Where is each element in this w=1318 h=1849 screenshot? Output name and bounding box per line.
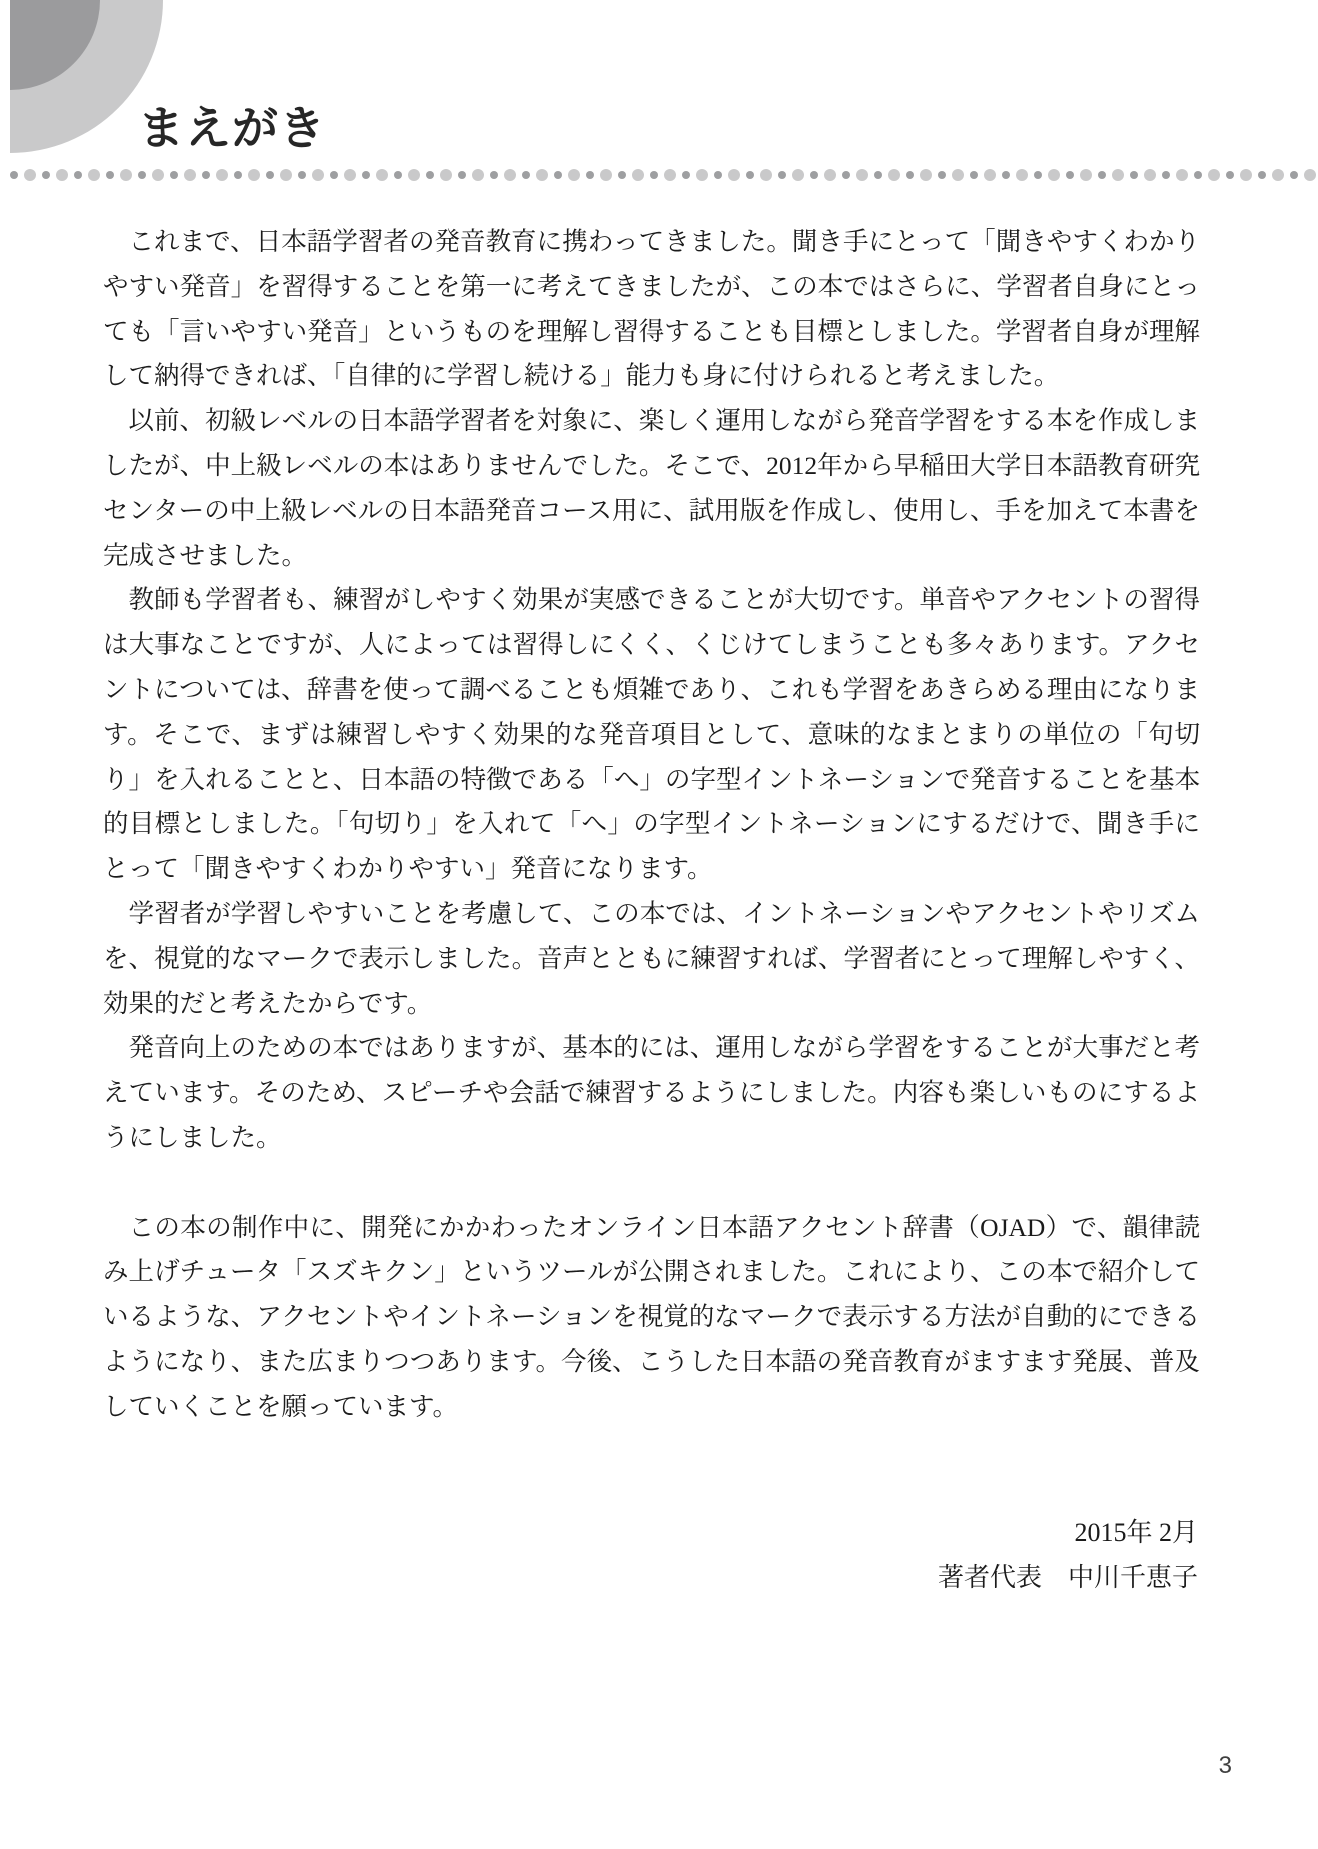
divider-dot-large (504, 169, 516, 181)
divider-dot-large (88, 169, 100, 181)
page-title: まえがき (138, 102, 326, 154)
signature-block (938, 1510, 1198, 1600)
divider-dot-large (952, 169, 964, 181)
divider-dot-large (632, 169, 644, 181)
divider-dot-small (234, 171, 242, 179)
divider-dot-small (266, 171, 274, 179)
divider-dot-small (1130, 171, 1138, 179)
divider-dot-small (1002, 171, 1010, 179)
divider-dot-small (42, 171, 50, 179)
divider-dot-large (1144, 169, 1156, 181)
signature-date: 2015年 2月 (1074, 1518, 1198, 1547)
preface-body (103, 220, 1200, 1430)
divider-dot-large (888, 169, 900, 181)
divider-dot-small (74, 171, 82, 179)
paragraph: 発音向上のための本ではありますが、基本的には、運用しながら学習をすることが大事だと考えています。そのため、スピーチや会話で練習するようにしました。内容も楽しいものにするようにしました。 (103, 1033, 1200, 1152)
divider-dot-large (1080, 169, 1092, 181)
divider-dot-large (760, 169, 772, 181)
divider-dot-large (248, 169, 260, 181)
divider-dot-small (1066, 171, 1074, 179)
divider-dot-large (24, 169, 36, 181)
divider-dot-large (824, 169, 836, 181)
divider-dot-small (490, 171, 498, 179)
divider-dot-large (920, 169, 932, 181)
divider-dot-small (1258, 171, 1266, 179)
divider-dot-small (746, 171, 754, 179)
divider-dot-small (138, 171, 146, 179)
divider-dot-small (10, 171, 18, 179)
divider-dot-large (1176, 169, 1188, 181)
divider-dot-large (600, 169, 612, 181)
paragraph: 以前、初級レベルの日本語学習者を対象に、楽しく運用しながら発音学習をする本を作成しましたが、中上級レベルの本はありませんでした。そこで、2012年から早稲田大学日本語教育研究センターの中上級レベルの日本語発音コース用に、試用版を作成し、使用し、手を加えて本書を完成させました。 (103, 406, 1200, 570)
divider-dot-small (106, 171, 114, 179)
divider-dot-large (216, 169, 228, 181)
preface-section (103, 1206, 1200, 1430)
divider-dot-large (728, 169, 740, 181)
divider-dot-large (568, 169, 580, 181)
paragraph: 教師も学習者も、練習がしやすく効果が実感できることが大切です。単音やアクセントの習得は大事なことですが、人によっては習得しにくく、くじけてしまうことも多々あります。アクセントについては、辞書を使って調べることも煩雑であり、これも学習をあきらめる理由になります。そこで、まずは練習しやすく効果的な発音項目として、意味的なまとまりの単位の「句切り」を入れることと、日本語の特徴である「へ」の字型イントネーションで発音することを基本的目標としました。「句切り」を入れて「へ」の字型イントネーションにするだけで、聞き手にとって「聞きやすくわかりやすい」発音になります。 (103, 585, 1200, 884)
divider-dot-small (170, 171, 178, 179)
divider-dot-small (458, 171, 466, 179)
divider-dot-large (408, 169, 420, 181)
dotted-divider (6, 169, 1318, 181)
divider-dot-small (938, 171, 946, 179)
divider-dot-small (1226, 171, 1234, 179)
paragraph: 学習者が学習しやすいことを考慮して、この本では、イントネーションやアクセントやリズムを、視覚的なマークで表示しました。音声とともに練習すれば、学習者にとって理解しやすく、効果的だと考えたからです。 (103, 898, 1200, 1018)
divider-dot-small (1162, 171, 1170, 179)
divider-dot-small (970, 171, 978, 179)
divider-dot-large (536, 169, 548, 181)
divider-dot-large (1208, 169, 1220, 181)
divider-dot-small (362, 171, 370, 179)
divider-dot-large (1304, 169, 1316, 181)
divider-dot-small (298, 171, 306, 179)
divider-dot-small (650, 171, 658, 179)
divider-dot-small (842, 171, 850, 179)
divider-dot-small (202, 171, 210, 179)
divider-dot-large (1048, 169, 1060, 181)
divider-dot-large (1112, 169, 1124, 181)
divider-dot-small (554, 171, 562, 179)
preface-section (103, 220, 1200, 1161)
divider-dot-large (696, 169, 708, 181)
divider-dot-large (120, 169, 132, 181)
divider-dot-large (344, 169, 356, 181)
divider-dot-small (810, 171, 818, 179)
divider-dot-small (1194, 171, 1202, 179)
divider-dot-small (682, 171, 690, 179)
divider-dot-small (906, 171, 914, 179)
divider-dot-small (1290, 171, 1298, 179)
divider-dot-large (280, 169, 292, 181)
divider-dot-large (984, 169, 996, 181)
divider-dot-small (714, 171, 722, 179)
divider-dot-small (330, 171, 338, 179)
divider-dot-large (152, 169, 164, 181)
page-number: 3 (1218, 1752, 1232, 1779)
divider-dot-small (394, 171, 402, 179)
divider-dot-large (1016, 169, 1028, 181)
divider-dot-small (618, 171, 626, 179)
divider-dot-small (1034, 171, 1042, 179)
divider-dot-small (1098, 171, 1106, 179)
divider-dot-large (856, 169, 868, 181)
signature-author: 著者代表 中川千恵子 (937, 1563, 1198, 1592)
divider-dot-small (426, 171, 434, 179)
divider-dot-large (56, 169, 68, 181)
paragraph: この本の制作中に、開発にかかわったオンライン日本語アクセント辞書（OJAD）で、韻律読み上げチュータ「スズキクン」というツールが公開されました。これにより、この本で紹介しているような、アクセントやイントネーションを視覚的なマークで表示する方法が自動的にできるようになり、また広まりつつあります。今後、こうした日本語の発音教育がますます発展、普及していくことを願っています。 (103, 1212, 1200, 1421)
divider-dot-large (376, 169, 388, 181)
divider-dot-large (312, 169, 324, 181)
divider-dot-large (664, 169, 676, 181)
divider-dot-large (472, 169, 484, 181)
divider-dot-small (778, 171, 786, 179)
divider-dot-small (874, 171, 882, 179)
divider-dot-small (522, 171, 530, 179)
divider-dot-large (1240, 169, 1252, 181)
divider-dot-large (184, 169, 196, 181)
divider-dot-small (586, 171, 594, 179)
divider-dot-large (440, 169, 452, 181)
divider-dot-large (792, 169, 804, 181)
paragraph: これまで、日本語学習者の発音教育に携わってきました。聞き手にとって「聞きやすくわかりやすい発音」を習得することを第一に考えてきましたが、この本ではさらに、学習者自身にとっても「言いやすい発音」というものを理解し習得することも目標としました。学習者自身が理解して納得できれば、「自律的に学習し続ける」能力も身に付けられると考えました。 (103, 227, 1200, 391)
divider-dot-large (1272, 169, 1284, 181)
